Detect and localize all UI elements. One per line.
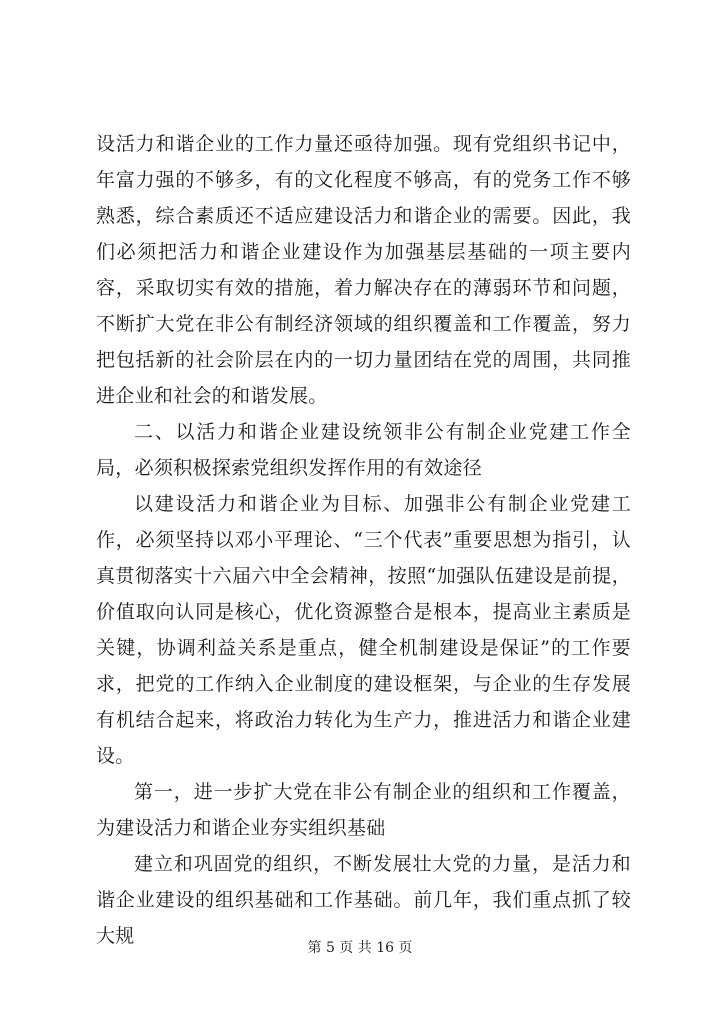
page-footer: 第 5 页 共 16 页 <box>307 940 413 956</box>
document-body <box>96 126 631 954</box>
section-heading-two: 二、以活力和谐企业建设统领非公有制企业党建工作全局，必须积极探索党组织发挥作用的有效途径 <box>96 421 631 479</box>
paragraph-body-last: 建立和巩固党的组织，不断发展壮大党的力量，是活力和谐企业建设的组织基础和工作基础。前几年，我们重点抓了较大规 <box>96 853 631 947</box>
paragraph-body: 以建设活力和谐企业为目标、加强非公有制企业党建工作，必须坚持以邓小平理论、“三个代表”重要思想为指引，认真贯彻落实十六届六中全会精神，按照“加强队伍建设是前提，价值取向认同是核心，优化资源整合是根本，提高业主素质是关键，协调利益关系是重点，健全机制建设是保证”的工作要求，把党的工作纳入企业制度的建设框架，与企业的生存发展有机结合起来，将政治力转化为生产力，推进活力和谐企业建设。 <box>96 493 631 767</box>
subsection-heading-first: 第一，进一步扩大党在非公有制企业的组织和工作覆盖，为建设活力和谐企业夯实组织基础 <box>96 781 631 839</box>
paragraph-continuation: 设活力和谐企业的工作力量还亟待加强。现有党组织书记中，年富力强的不够多，有的文化程度不够高，有的党务工作不够熟悉，综合素质还不适应建设活力和谐企业的需要。因此，我们必须把活力和谐企业建设作为加强基层基础的一项主要内容，采取切实有效的措施，着力解决存在的薄弱环节和问题，不断扩大党在非公有制经济领域的组织覆盖和工作覆盖，努力把包括新的社会阶层在内的一切力量团结在党的周围，共同推进企业和社会的和谐发展。 <box>96 133 631 407</box>
